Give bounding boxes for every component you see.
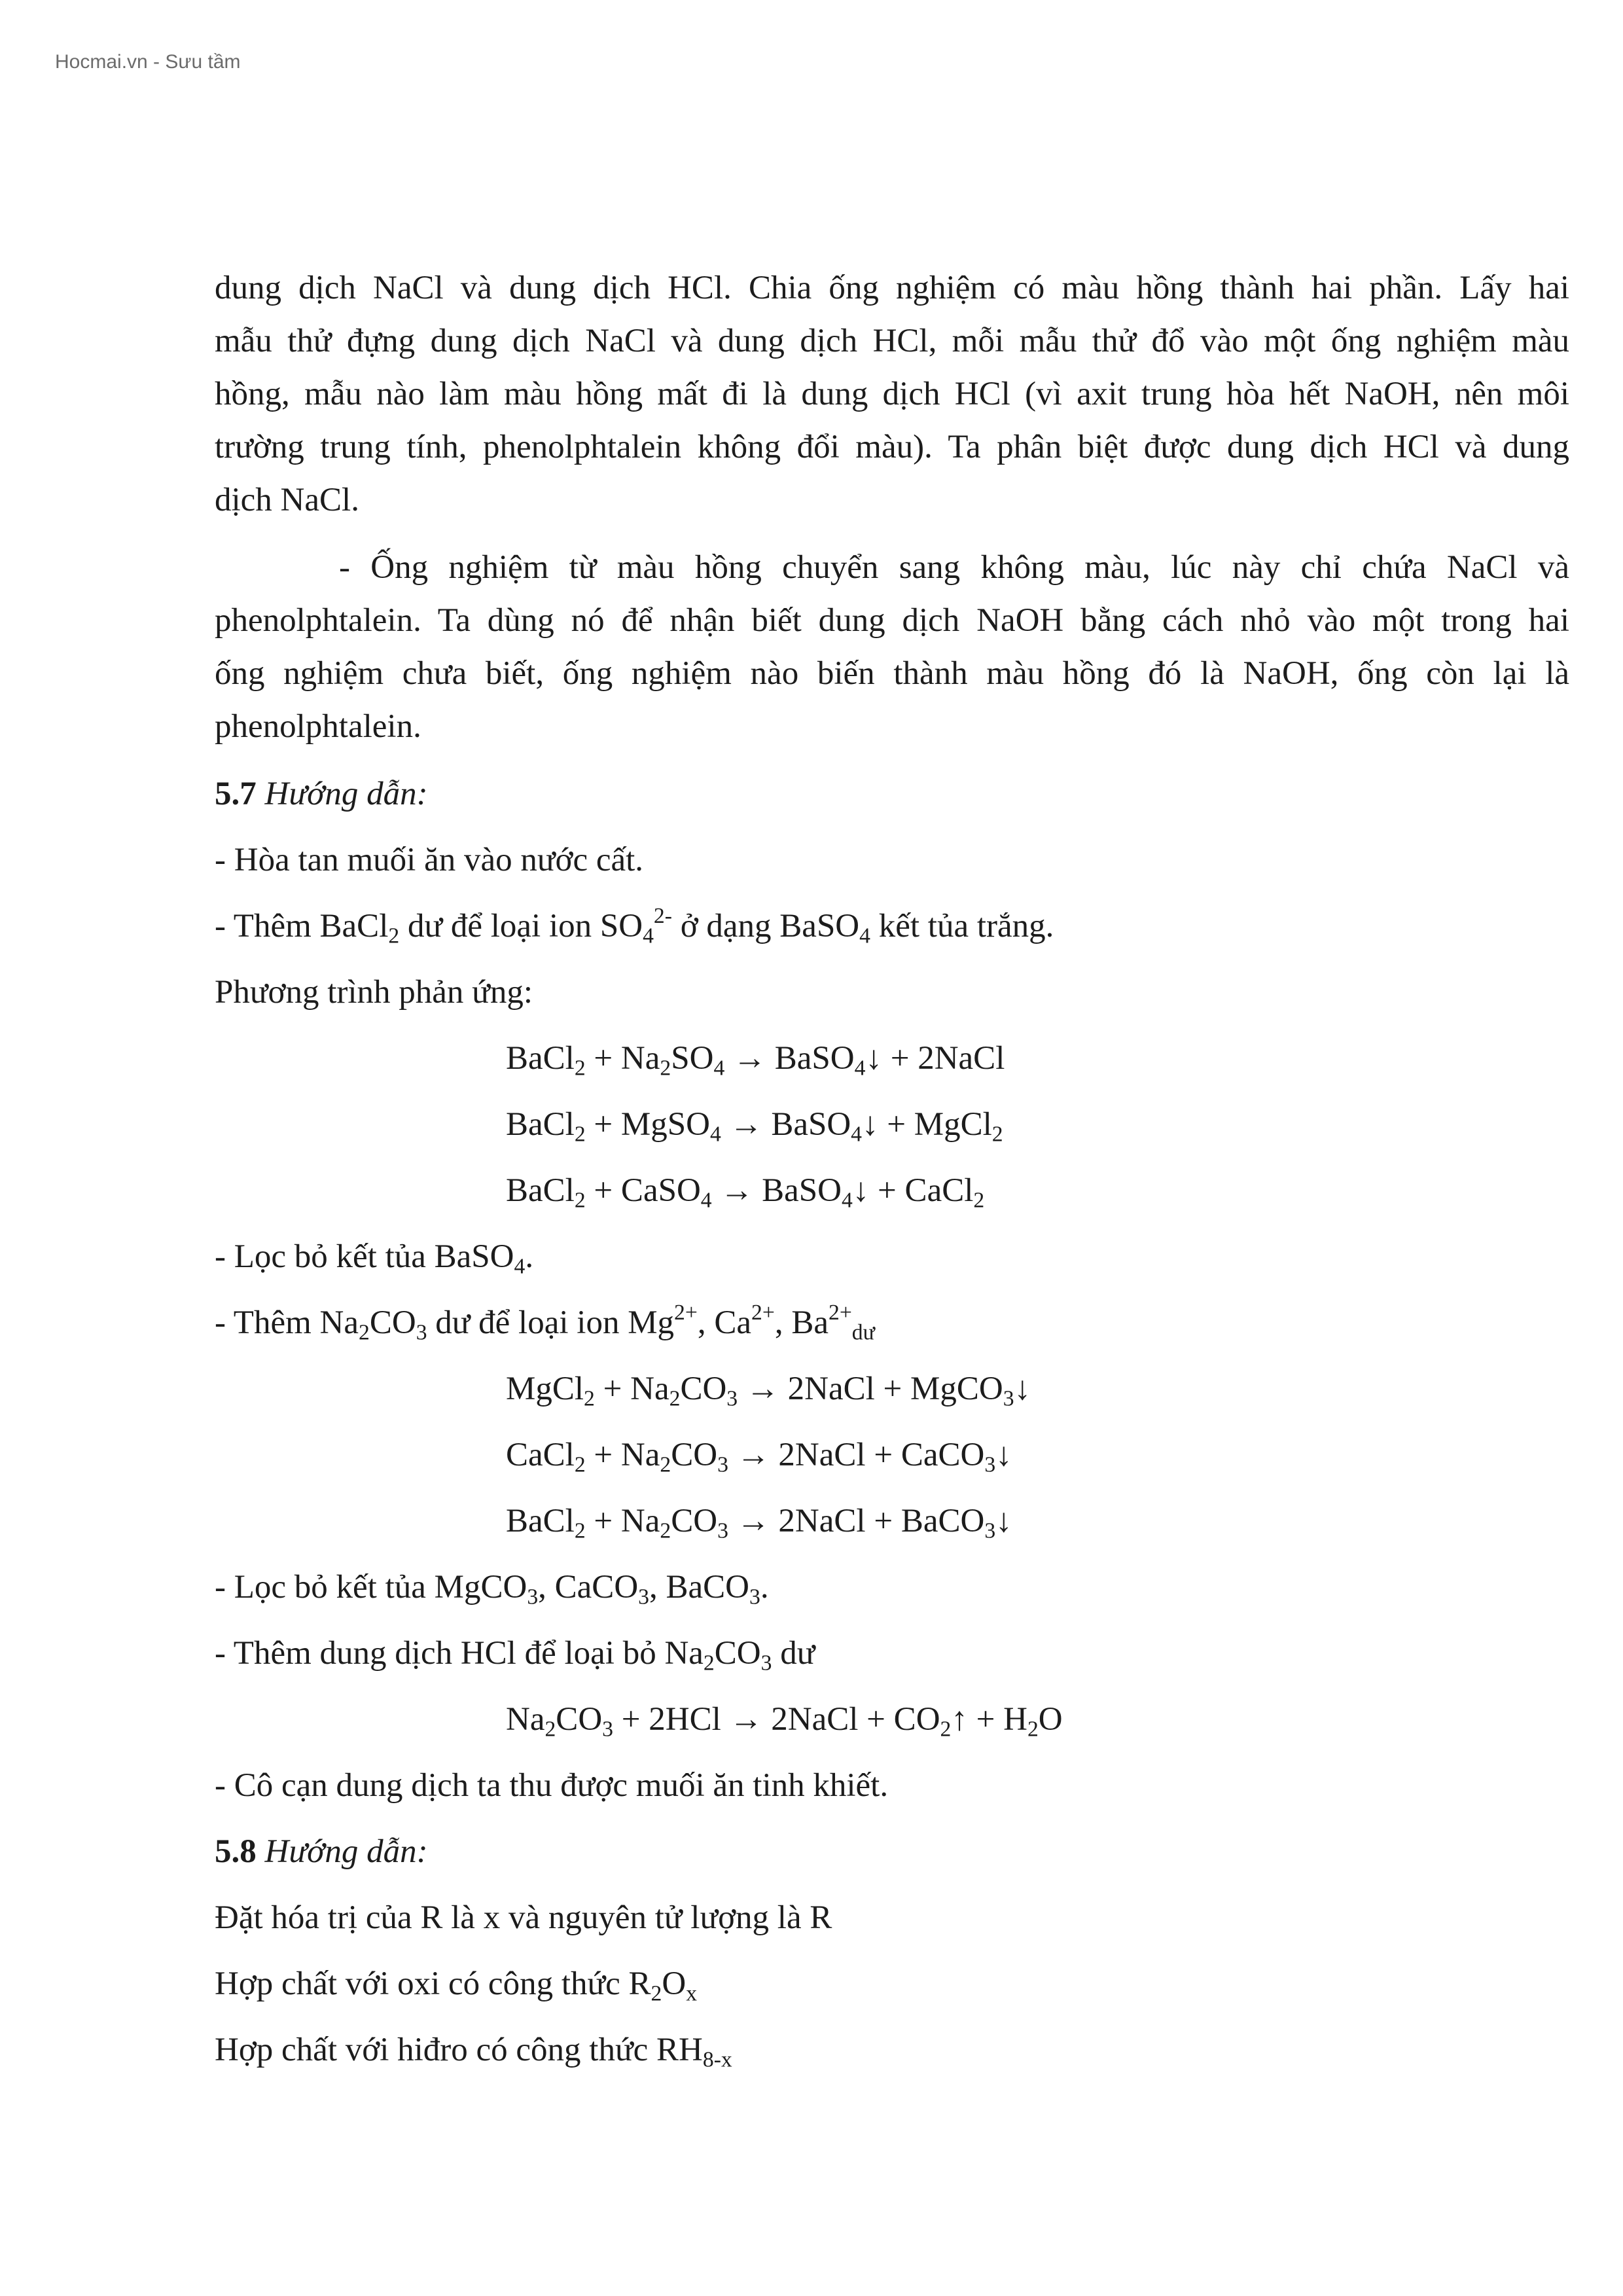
text-valence: Đặt hóa trị của R là x và nguyên tử lượng là R: [215, 1899, 832, 1936]
section-number: 5.7: [215, 776, 257, 812]
equation-5: CaCl$_2$ + $Na_2CO_3$ → 2NaCl + CaCO$_3$↓: [506, 1437, 1012, 1477]
equation-2: BaCl$_2$ + MgSO$_4$ → BaSO$_4$↓ + MgCl$_2$: [506, 1106, 1003, 1147]
equation-4: MgCl$_2$ + $Na_2CO_3$ → 2NaCl + MgCO$_3$↓: [506, 1371, 1031, 1411]
step-filter-baso4: - Lọc bỏ kết tủa BaSO$_4$.: [215, 1238, 534, 1279]
paragraph-1: [215, 262, 1569, 527]
section-number: 5.8: [215, 1833, 257, 1870]
text-line: dịch NaCl.: [215, 482, 359, 518]
section-title: Hướng dẫn:: [264, 776, 428, 812]
section-heading-5-7: [215, 768, 1569, 821]
equation-6: BaCl$_2$ + $Na_2CO_3$ → 2NaCl + BaCO$_3$↓: [506, 1503, 1012, 1543]
equation-3: BaCl$_2$ + CaSO$_4$ → BaSO$_4$↓ + CaCl$_2$: [506, 1172, 985, 1213]
step-add-hcl: - Thêm dung dịch HCl để loại bỏ $Na_2CO_3$ dư: [215, 1635, 815, 1676]
step-add-na2co3: - Thêm $Na_2CO_3$ dư để loại ion $Mg^{2+}$, $Ca^{2+}$, $Ba^{2+}_{dư}$: [215, 1300, 875, 1345]
step-evaporate: - Cô cạn dung dịch ta thu được muối ăn tinh khiết.: [215, 1767, 889, 1804]
section-heading-5-8: [215, 1825, 1569, 1878]
text-line: phenolphtalein.: [215, 708, 421, 745]
page-content: [215, 262, 1569, 2090]
text-line: dung dịch NaCl và dung dịch HCl. Chia ống nghiệm có màu hồng thành hai phần. Lấy hai: [215, 270, 1569, 306]
reaction-heading: Phương trình phản ứng:: [215, 974, 533, 1011]
section-title: Hướng dẫn:: [264, 1833, 428, 1870]
text-line: ống nghiệm chưa biết, ống nghiệm nào biến thành màu hồng đó là NaOH, ống còn lại là: [215, 655, 1569, 692]
paragraph-2: [215, 541, 1569, 753]
text-line: - Ống nghiệm từ màu hồng chuyển sang không màu, lúc này chỉ chứa NaCl và: [339, 549, 1569, 586]
text-line: trường trung tính, phenolphtalein không đổi màu). Ta phân biệt được dung dịch HCl và dung: [215, 429, 1569, 465]
text-line: phenolphtalein. Ta dùng nó để nhận biết dung dịch NaOH bằng cách nhỏ vào một trong hai: [215, 602, 1569, 639]
text-line: mẫu thử đựng dung dịch NaCl và dung dịch HCl, mỗi mẫu thử đổ vào một ống nghiệm màu: [215, 323, 1569, 359]
text-line: hồng, mẫu nào làm màu hồng mất đi là dung dịch HCl (vì axit trung hòa hết NaOH, nên môi: [215, 376, 1569, 412]
text-oxide-formula: Hợp chất với oxi có công thức $R_2O_x$: [215, 1965, 698, 2006]
step-dissolve: - Hòa tan muối ăn vào nước cất.: [215, 842, 644, 878]
text-hydride-formula: Hợp chất với hiđro có công thức $RH_{8-x}$: [215, 2032, 732, 2072]
page-header: Hocmai.vn - Sưu tầm: [55, 51, 241, 73]
step-add-bacl2: - Thêm BaCl$_2$ dư để loại ion $SO_4^{2-}$ ở dạng BaSO$_4$ kết tủa trắng.: [215, 904, 1054, 948]
step-filter-carbonates: - Lọc bỏ kết tủa MgCO$_3$, CaCO$_3$, BaCO$_3$.: [215, 1569, 769, 1609]
equation-1: BaCl$_2$ + $Na_2SO_4$ → BaSO$_4$↓ + 2NaCl: [506, 1040, 1005, 1081]
equation-7: $Na_2CO_3 + 2HCl$ → 2NaCl + $CO_2↑ + H_2O$: [506, 1701, 1063, 1742]
